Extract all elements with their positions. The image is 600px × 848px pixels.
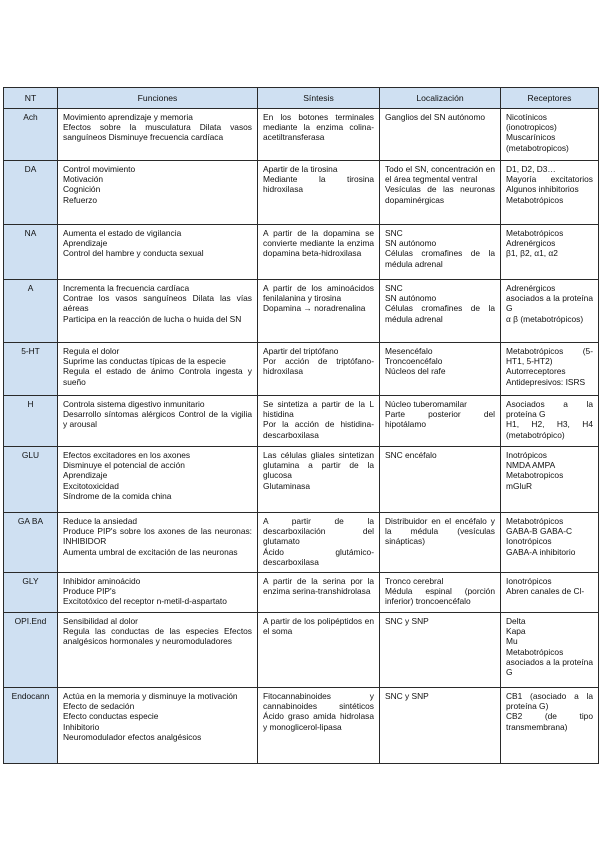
receptores-cell [501, 688, 599, 764]
funciones-line: Produce PIP's [63, 586, 116, 597]
localizacion-line: Mesencéfalo [385, 346, 433, 356]
nt-cell: NA [4, 225, 58, 280]
localizacion-cell [380, 573, 501, 613]
sintesis-line: Por acción de triptófano-hidroxilasa [263, 356, 374, 377]
receptores-line: Metabotrópicos [506, 194, 564, 205]
receptores-line: NMDA AMPA [506, 460, 556, 471]
receptores-line: Autorreceptores [506, 366, 566, 377]
table-row [4, 343, 599, 396]
funciones-line: Movimiento aprendizaje y memoria [63, 112, 193, 122]
funciones-cell [58, 396, 258, 447]
nt-cell: GA BA [4, 513, 58, 573]
funciones-cell [58, 225, 258, 280]
sintesis-line: A partir de los polipéptidos en el soma [263, 616, 374, 637]
localizacion-line: Tronco cerebral [385, 576, 444, 586]
table-row [4, 573, 599, 613]
funciones-line: Neuromodulador efectos analgésicos [63, 731, 202, 742]
receptores-line: α β (metabotrópicos) [506, 313, 584, 324]
table-row [4, 280, 599, 343]
funciones-cell [58, 343, 258, 396]
sintesis-line: A partir de los aminoácidos fenilalanina y tirosina [263, 283, 374, 304]
localizacion-line: SNC y SNP [385, 616, 429, 626]
receptores-line: Inotrópicos [506, 450, 547, 460]
funciones-line: Desarrollo síntomas alérgicos Control de la vigilia y arousal [63, 409, 252, 430]
funciones-line: Excitotóxico del receptor n-metil-d-aspartato [63, 596, 227, 607]
funciones-line: Sensibilidad al dolor [63, 616, 138, 626]
sintesis-line: Ácido glutámico-descarboxilasa [263, 546, 374, 567]
sintesis-line: Apartir de la tirosina [263, 164, 338, 174]
receptores-line: GABA-A inhibitorio [506, 546, 576, 557]
localizacion-cell [380, 109, 501, 161]
funciones-line: Inhibidor aminoácido [63, 576, 141, 586]
receptores-cell [501, 109, 599, 161]
sintesis-line: A partir de la descarboxilación del glutamato [263, 516, 374, 547]
localizacion-line: SN autónomo [385, 293, 437, 304]
localizacion-line: Células cromafines de la médula adrenal [385, 248, 495, 269]
table-body [4, 109, 599, 764]
sintesis-line: Por la acción de histidina-descarboxilasa [263, 419, 374, 440]
funciones-cell [58, 513, 258, 573]
nt-cell: 5-HT [4, 343, 58, 396]
funciones-line: Regula el estado de ánimo Controla ingesta y sueño [63, 366, 252, 387]
funciones-cell [58, 109, 258, 161]
table-row [4, 109, 599, 161]
funciones-line: Produce PIP's sobre los axones de las neuronas: INHIBIDOR [63, 526, 252, 547]
header-funciones: Funciones [58, 88, 258, 109]
receptores-line: H1, H2, H3, H4 (metabotrópico) [506, 419, 593, 440]
localizacion-line: Ganglios del SN autónomo [385, 112, 486, 122]
header-sintesis: Síntesis [258, 88, 380, 109]
funciones-line: Disminuye el potencial de acción [63, 460, 185, 471]
funciones-line: Incrementa la frecuencia cardíaca [63, 283, 190, 293]
receptores-line: Antidepresivos: ISRS [506, 376, 586, 387]
funciones-cell [58, 161, 258, 225]
funciones-cell [58, 280, 258, 343]
sintesis-line: Las células gliales sintetizan glutamina a partir de la glucosa [263, 450, 374, 481]
receptores-line: Ionotrópicos [506, 536, 552, 547]
localizacion-cell [380, 343, 501, 396]
localizacion-line: Troncoencéfalo [385, 356, 443, 367]
receptores-line: CB2 (de tipo transmembrana) [506, 711, 593, 732]
receptores-cell [501, 447, 599, 513]
funciones-line: Síndrome de la comida china [63, 490, 172, 501]
header-localizacion: Localización [380, 88, 501, 109]
receptores-cell [501, 280, 599, 343]
table-row [4, 396, 599, 447]
receptores-line: Kapa [506, 626, 526, 637]
funciones-line: Aprendizaje [63, 470, 108, 481]
funciones-line: Inhibitorio [63, 721, 100, 732]
receptores-line: Metabotrópicos [506, 516, 564, 526]
table-row [4, 225, 599, 280]
receptores-line: β1, β2, α1, α2 [506, 248, 558, 259]
sintesis-line: Glutaminasa [263, 480, 311, 491]
funciones-line: Regula el dolor [63, 346, 120, 356]
table-row [4, 513, 599, 573]
funciones-line: Motivación [63, 174, 104, 185]
receptores-line: GABA-B GABA-C [506, 526, 573, 537]
funciones-line: Control del hambre y conducta sexual [63, 248, 204, 259]
funciones-line: Efecto conductas especie [63, 711, 159, 722]
localizacion-cell [380, 688, 501, 764]
localizacion-cell [380, 396, 501, 447]
localizacion-line: SN autónomo [385, 238, 437, 249]
nt-cell: Endocann [4, 688, 58, 764]
header-receptores: Receptores [501, 88, 599, 109]
receptores-line: Mu [506, 636, 518, 647]
localizacion-line: Médula espinal (porción inferior) troncoencéfalo [385, 586, 495, 607]
localizacion-line: Parte posterior del hipotálamo [385, 409, 495, 430]
funciones-line: Suprime las conductas típicas de la especie [63, 356, 226, 367]
funciones-line: Controla sistema digestivo inmunitario [63, 399, 205, 409]
funciones-cell [58, 613, 258, 688]
receptores-cell [501, 613, 599, 688]
sintesis-line: Apartir del triptófano [263, 346, 339, 356]
funciones-line: Regula las conductas de las especies Efectos analgésicos hormonales y neuromoduladores [63, 626, 252, 647]
funciones-line: Cognición [63, 184, 101, 195]
funciones-line: Efecto de sedación [63, 701, 135, 712]
localizacion-line: SNC y SNP [385, 691, 429, 701]
receptores-line: Metabotrópicos [506, 228, 564, 238]
funciones-cell [58, 447, 258, 513]
receptores-cell [501, 343, 599, 396]
funciones-line: Participa en la reacción de lucha o huida del SN [63, 313, 242, 324]
receptores-line: Adrenérgicos asociados a la proteína G [506, 283, 593, 314]
sintesis-cell [258, 447, 380, 513]
receptores-line: Ionotrópicos [506, 576, 552, 586]
funciones-line: Refuerzo [63, 194, 97, 205]
neurotransmitter-table [3, 87, 599, 764]
funciones-cell [58, 688, 258, 764]
nt-cell: GLU [4, 447, 58, 513]
table-row [4, 613, 599, 688]
funciones-line: Aumenta umbral de excitación de las neuronas [63, 546, 238, 557]
sintesis-cell [258, 343, 380, 396]
sintesis-line: En los botones terminales mediante la enzima colina-acetiltransferasa [263, 112, 374, 143]
receptores-line: D1, D2, D3… [506, 164, 556, 174]
funciones-cell [58, 573, 258, 613]
receptores-line: mGluR [506, 480, 533, 491]
localizacion-line: SNC encéfalo [385, 450, 437, 460]
nt-cell: H [4, 396, 58, 447]
localizacion-cell [380, 161, 501, 225]
sintesis-cell [258, 396, 380, 447]
sintesis-line: Dopamina → noradrenalina [263, 303, 366, 314]
funciones-line: Aumenta el estado de vigilancia [63, 228, 182, 238]
table-header-row [4, 88, 599, 109]
localizacion-line: SNC [385, 283, 403, 293]
receptores-line: CB1 (asociado a la proteína G) [506, 691, 593, 712]
nt-cell: A [4, 280, 58, 343]
sintesis-line: Fitocannabinoides y cannabinoides sintéticos Ácido graso amida hidrolasa y monoglicerol-lipasa [263, 691, 374, 732]
sintesis-cell [258, 513, 380, 573]
sintesis-cell [258, 225, 380, 280]
table-row [4, 447, 599, 513]
sintesis-line: A partir de la dopamina se convierte mediante la enzima dopamina beta-hidroxilasa [263, 228, 374, 259]
receptores-line: Delta [506, 616, 526, 626]
nt-cell: OPI.End [4, 613, 58, 688]
localizacion-cell [380, 513, 501, 573]
header-nt: NT [4, 88, 58, 109]
table-row [4, 688, 599, 764]
localizacion-line: Distribuidor en el encéfalo y la médula (vesículas sinápticas) [385, 516, 495, 547]
localizacion-cell [380, 225, 501, 280]
nt-cell: DA [4, 161, 58, 225]
funciones-line: Excitotoxicidad [63, 480, 119, 491]
receptores-line: Muscarínicos (metabotropicos) [506, 132, 569, 153]
receptores-line: Nicotínicos (ionotropicos) [506, 112, 557, 133]
receptores-line: Asociados a la proteína G [506, 399, 593, 420]
sintesis-cell [258, 573, 380, 613]
localizacion-line: Vesículas de las neuronas dopaminérgicas [385, 184, 495, 205]
receptores-cell [501, 396, 599, 447]
localizacion-line: Células cromafines de la médula adrenal [385, 303, 495, 324]
funciones-line: Reduce la ansiedad [63, 516, 138, 526]
receptores-line: Adrenérgicos [506, 238, 556, 249]
receptores-line: Abren canales de Cl- [506, 586, 585, 597]
sintesis-cell [258, 161, 380, 225]
receptores-cell [501, 513, 599, 573]
nt-cell: GLY [4, 573, 58, 613]
receptores-cell [501, 225, 599, 280]
receptores-line: Metabotrópicos (5-HT1, 5-HT2) [506, 346, 593, 367]
localizacion-cell [380, 280, 501, 343]
localizacion-cell [380, 613, 501, 688]
receptores-cell [501, 161, 599, 225]
funciones-line: Control movimiento [63, 164, 136, 174]
receptores-line: Mayoría excitatorios Algunos inhibitorios [506, 174, 593, 195]
localizacion-line: SNC [385, 228, 403, 238]
sintesis-line: Se sintetiza a partir de la L histidina [263, 399, 374, 420]
receptores-line: Metabotrópicos asociados a la proteína G [506, 646, 593, 678]
nt-cell: Ach [4, 109, 58, 161]
sintesis-line: A partir de la serina por la enzima serina-transhidrolasa [263, 576, 374, 597]
table-row [4, 161, 599, 225]
sintesis-cell [258, 613, 380, 688]
sintesis-cell [258, 280, 380, 343]
funciones-line: Actúa en la memoria y disminuye la motivación [63, 691, 238, 701]
localizacion-line: Núcleos del rafe [385, 366, 446, 377]
funciones-line: Contrae los vasos sanguíneos Dilata las vías aéreas [63, 293, 252, 314]
funciones-line: Efectos excitadores en los axones [63, 450, 191, 460]
localizacion-line: Todo el SN, concentración en el área tegmental ventral [385, 164, 495, 185]
sintesis-line: Mediante la tirosina hidroxilasa [263, 174, 374, 195]
receptores-line: Metabotropicos [506, 470, 564, 481]
receptores-cell [501, 573, 599, 613]
funciones-line: Aprendizaje [63, 238, 108, 249]
sintesis-cell [258, 688, 380, 764]
localizacion-line: Núcleo tuberomamilar [385, 399, 467, 409]
funciones-line: Efectos sobre la musculatura Dilata vasos sanguíneos Disminuye frecuencia cardíaca [63, 122, 252, 143]
localizacion-cell [380, 447, 501, 513]
sintesis-cell [258, 109, 380, 161]
